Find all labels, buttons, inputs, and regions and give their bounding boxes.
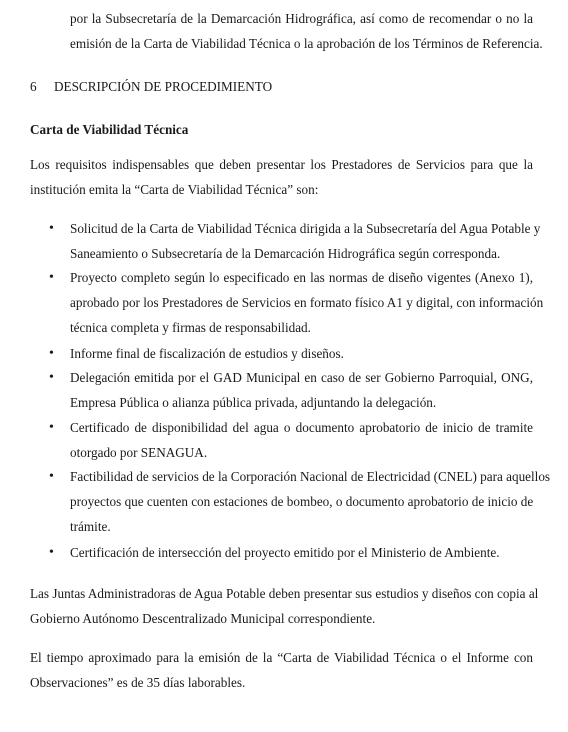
list-item-line: Factibilidad de servicios de la Corporación Nacional de Electricidad (CNEL) para aquellos [70, 469, 551, 484]
tiempo-line-1: El tiempo aproximado para la emisión de la “Carta de Viabilidad Técnica o el Informe con [30, 650, 533, 665]
list-item-line: Solicitud de la Carta de Viabilidad Técnica dirigida a la Subsecretaría del Agua Potable y [70, 221, 541, 236]
list-item-line: trámite. [70, 519, 111, 534]
bullet-marker: • [49, 469, 54, 484]
subheading: Carta de Viabilidad Técnica [30, 122, 189, 137]
list-item-line: Certificación de intersección del proyecto emitido por el Ministerio de Ambiente. [70, 545, 500, 560]
section-title: DESCRIPCIÓN DE PROCEDIMIENTO [54, 79, 273, 94]
list-item-line: aprobado por los Prestadores de Servicios en formato físico A1 y digital, con información [70, 295, 544, 310]
bullet-marker: • [49, 420, 54, 435]
requirements-intro-line-1: Los requisitos indispensables que deben presentar los Prestadores de Servicios para que la [30, 157, 533, 172]
list-item-line: técnica completa y firmas de responsabilidad. [70, 320, 311, 335]
bullet-marker: • [49, 221, 54, 236]
list-item-line: Saneamiento o Subsecretaría de la Demarcación Hidrográfica según corresponda. [70, 246, 501, 261]
list-item-line: Proyecto completo según lo especificado en las normas de diseño vigentes (Anexo 1), [70, 270, 533, 285]
list-item-line: Empresa Pública o alianza pública privada, adjuntando la delegación. [70, 395, 437, 410]
section-number: 6 [30, 79, 37, 94]
list-item-line: proyectos que cuenten con estaciones de bombeo, o documento aprobatorio de inicio de [70, 494, 534, 509]
bullet-marker: • [49, 346, 54, 361]
juntas-line-1: Las Juntas Administradoras de Agua Potable deben presentar sus estudios y diseños con copia al [30, 586, 539, 601]
bullet-marker: • [49, 370, 54, 385]
list-item-line: Informe final de fiscalización de estudios y diseños. [70, 346, 344, 361]
tiempo-line-2: Observaciones” es de 35 días laborables. [30, 675, 246, 690]
list-item-line: Delegación emitida por el GAD Municipal en caso de ser Gobierno Parroquial, ONG, [70, 370, 533, 385]
list-item-line: Certificado de disponibilidad del agua o documento aprobatorio de inicio de tramite [70, 420, 533, 435]
intro-line-1: por la Subsecretaría de la Demarcación Hidrográfica, así como de recomendar o no la [70, 11, 533, 26]
requirements-intro-line-2: institución emita la “Carta de Viabilidad Técnica” son: [30, 182, 319, 197]
bullet-marker: • [49, 545, 54, 560]
intro-line-2: emisión de la Carta de Viabilidad Técnica o la aprobación de los Términos de Referencia. [70, 36, 543, 51]
juntas-line-2: Gobierno Autónomo Descentralizado Municipal correspondiente. [30, 611, 376, 626]
list-item-line: otorgado por SENAGUA. [70, 445, 208, 460]
bullet-marker: • [49, 270, 54, 285]
